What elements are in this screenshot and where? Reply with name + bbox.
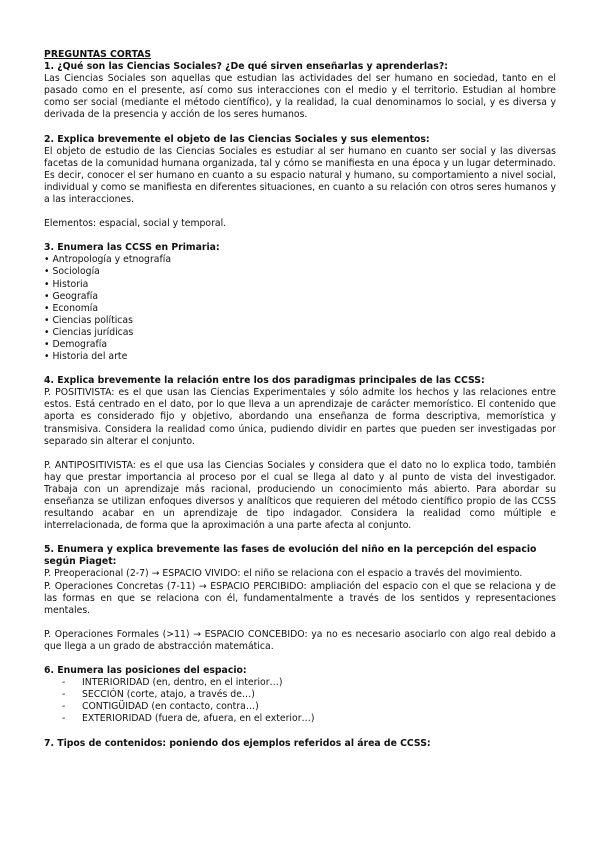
list-item: • Demografía — [44, 338, 108, 350]
list-item: • Geografía — [44, 290, 99, 302]
question-5-heading: 5. Enumera y explica brevemente las fases de evolución del niño en la percepción del espacio según Piaget: — [44, 544, 537, 568]
document-page — [44, 49, 556, 750]
list-item: • Antropología y etnografía — [44, 254, 172, 266]
list-item: - SECCIÓN (corte, atajo, a través de…) — [62, 689, 556, 701]
list-item: • Historia — [44, 278, 89, 290]
question-5-preoperacional: P. Preoperacional (2-7) → ESPACIO VIVIDO: el niño se relaciona con el espacio a través del movimiento. — [44, 568, 523, 580]
question-4-heading: 4. Explica brevemente la relación entre los dos paradigmas principales de las CCSS: — [44, 375, 485, 387]
question-4-positivista: P. POSITIVISTA: es el que usan las Ciencias Experimentales y sólo admite los hechos y las relaciones entre estos. Está centrado en el dato, por lo que lleva a un aprendizaje de carácter memorístico. El contenido que aporta es considerado fijo y objetivo, abordando una enseñanza de forma descriptiva, memorística y transmisiva. Considera la realidad como única, pudiendo dividir en partes que pueden ser investigadas por separado sin alterar el conjunto. — [44, 387, 556, 447]
list-item: • Ciencias jurídicas — [44, 326, 134, 338]
list-item: - EXTERIORIDAD (fuera de, afuera, en el exterior…) — [62, 713, 556, 725]
question-2-elements: Elementos: espacial, social y temporal. — [44, 218, 227, 230]
question-6-heading: 6. Enumera las posiciones del espacio: — [44, 665, 247, 677]
question-7-heading: 7. Tipos de contenidos: poniendo dos ejemplos referidos al área de CCSS: — [44, 737, 431, 749]
list-item: • Sociología — [44, 266, 100, 278]
question-5-formales: P. Operaciones Formales (>11) → ESPACIO CONCEBIDO: ya no es necesario asociarlo con algo real debido a que llega a un grado de abstracción matemática. — [44, 628, 556, 652]
question-2-heading: 2. Explica brevemente el objeto de las Ciencias Sociales y sus elementos: — [44, 133, 430, 145]
question-1-answer: Las Ciencias Sociales son aquellas que estudian las actividades del ser humano en sociedad, tanto en el pasado como en el presente, así como sus interacciones con el medio y el territorio. Estudian al hombre como ser social (mediante el método científico), y la realidad, la cual denominamos lo social, y es diversa y derivada de la presencia y acción de los seres humanos. — [44, 73, 556, 121]
list-item: - INTERIORIDAD (en, dentro, en el interior…) — [62, 677, 556, 689]
list-item: • Historia del arte — [44, 351, 128, 363]
question-4-antipositivista: P. ANTIPOSITIVISTA: es el que usa las Ciencias Sociales y considera que el dato no lo explica todo, también hay que prestar importancia al proceso por el cual se llega al dato y al punto de vista del investigador. Trabaja con un aprendizaje más racional, produciendo un conocimiento más abierto. Para abordar su enseñanza se utilizan enfoques diversos y analíticos que requieren del método científico propio de las CCSS resultando acabar en un aprendizaje de tipo indagador. Considera la realidad como múltiple e interrelacionada, de forma que la aproximación a una parte afecta al conjunto. — [44, 459, 556, 532]
question-1-heading: 1. ¿Qué son las Ciencias Sociales? ¿De qué sirven enseñarlas y aprenderlas?: — [44, 61, 448, 73]
question-5-concretas: P. Operaciones Concretas (7-11) → ESPACIO PERCIBIDO: ampliación del espacio con el que se relaciona y de las formas en que se relaciona con él, fundamentalmente a través de los sentidos y representaciones mentales. — [44, 580, 556, 616]
question-6-list — [44, 677, 556, 725]
list-item: • Ciencias políticas — [44, 314, 133, 326]
question-3-list — [44, 254, 556, 363]
list-item: • Economía — [44, 302, 99, 314]
question-2-answer-p2: Es decir, conocer el ser humano en cuanto a su espacio natural y humano, su comportamiento a nivel social, individual y como se manifiesta en diferentes situaciones, en cuanto a su relación con otros seres humanos y a las interacciones. — [44, 169, 556, 206]
list-item: - CONTIGÜIDAD (en contacto, contra…) — [62, 701, 556, 713]
document-title: PREGUNTAS CORTAS — [44, 49, 152, 60]
question-3-heading: 3. Enumera las CCSS en Primaria: — [44, 242, 220, 254]
question-2-answer-p1: El objeto de estudio de las Ciencias Sociales es estudiar al ser humano en cuanto ser social y las diversas facetas de la comunidad humana organizada, tal y cómo se manifiesta en una época y un lugar determinado. — [44, 145, 556, 169]
